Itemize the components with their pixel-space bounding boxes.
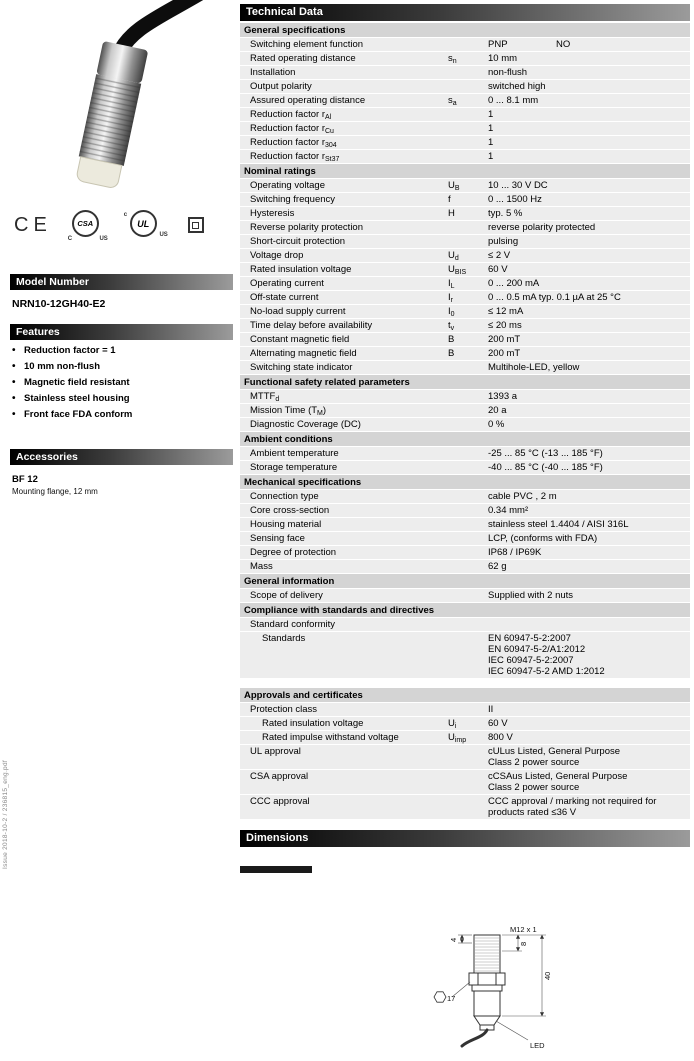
dim-8-label: 8 — [519, 941, 528, 946]
row-value: 62 g — [488, 561, 507, 572]
row-label: Reverse polarity protection — [250, 222, 363, 233]
row-symbol: f — [448, 194, 451, 205]
row-value — [488, 770, 690, 794]
table-row — [240, 532, 690, 546]
table-row — [240, 461, 690, 475]
row-label: Connection type — [250, 491, 319, 502]
row-value: 200 mT — [488, 334, 521, 345]
feature-text: 10 mm non-flush — [24, 361, 101, 372]
certification-marks — [14, 206, 233, 244]
row-symbol: $U_{BIS}$ — [448, 264, 467, 276]
product-photo-image — [10, 0, 233, 196]
row-value: -40 ... 85 °C (-40 ... 185 °F) — [488, 462, 603, 473]
row-value: 0.34 mm² — [488, 505, 529, 516]
bullet-icon: • — [12, 361, 16, 372]
table-row — [240, 263, 690, 277]
table-row — [240, 490, 690, 504]
left-column — [10, 0, 233, 496]
table-row — [240, 122, 690, 136]
row-label: Rated insulation voltage — [250, 264, 352, 275]
row-symbol — [448, 745, 488, 747]
row-symbol — [448, 235, 488, 237]
row-symbol: $s_n$ — [448, 53, 457, 65]
row-symbol: B — [448, 334, 455, 345]
row-label: Assured operating distance — [250, 95, 366, 106]
row-symbol: $I_L$ — [448, 278, 455, 290]
section-header: Functional safety related parameters — [240, 375, 690, 390]
row-symbol: $t_v$ — [448, 320, 455, 332]
row-value-line: EN 60947-5-2:2007 — [488, 633, 571, 644]
row-value — [488, 38, 690, 51]
row-symbol — [448, 770, 488, 772]
feature-text: Magnetic field resistant — [24, 377, 130, 388]
feature-text: Reduction factor = 1 — [24, 345, 116, 356]
row-symbol — [448, 532, 488, 534]
table-row — [240, 518, 690, 532]
row-value: 0 % — [488, 419, 505, 430]
row-label: Switching frequency — [250, 194, 336, 205]
table-row — [240, 418, 690, 432]
row-symbol — [448, 136, 488, 138]
table-row — [240, 108, 690, 122]
table-row — [240, 731, 690, 745]
table-row — [240, 361, 690, 375]
row-symbol — [448, 490, 488, 492]
row-symbol — [448, 518, 488, 520]
ce-mark-icon: CE — [14, 213, 52, 236]
table-row — [240, 94, 690, 108]
row-value: 1 — [488, 109, 494, 120]
table-row — [240, 249, 690, 263]
dim-4-label: 4 — [449, 937, 458, 942]
row-label: Degree of protection — [250, 547, 337, 558]
row-symbol — [448, 447, 488, 449]
issue-note: Issue 2018-10-2 / 236815_eng.pdf — [2, 760, 9, 869]
row-symbol — [448, 390, 488, 392]
table-row — [240, 305, 690, 319]
row-value: 20 a — [488, 405, 507, 416]
ul-label: UL — [137, 218, 150, 229]
row-label: Standards — [262, 633, 306, 644]
row-symbol — [448, 108, 488, 110]
table-row — [240, 38, 690, 52]
row-value: cable PVC , 2 m — [488, 491, 557, 502]
table-row — [240, 80, 690, 94]
row-label: Rated impulse withstand voltage — [262, 732, 399, 743]
section-header: Ambient conditions — [240, 432, 690, 447]
row-value: ≤ 2 V — [488, 250, 511, 261]
row-label: CSA approval — [250, 771, 309, 782]
row-label: Reduction factor $r_{Al}$ — [250, 109, 332, 121]
row-value: Supplied with 2 nuts — [488, 590, 574, 601]
table-row — [240, 589, 690, 603]
row-label: $MTTF_d$ — [250, 391, 280, 403]
row-label: Operating current — [250, 278, 324, 289]
row-value: 1393 a — [488, 391, 518, 402]
csa-mark-icon — [67, 210, 108, 242]
row-label: Diagnostic Coverage (DC) — [250, 419, 361, 430]
section-header: Nominal ratings — [240, 164, 690, 179]
row-value: 0 ... 1500 Hz — [488, 194, 542, 205]
row-label: Sensing face — [250, 533, 305, 544]
row-symbol — [448, 589, 488, 591]
dimension-drawing — [416, 921, 690, 1061]
table-row — [240, 632, 690, 679]
dim-40-label: 40 — [543, 971, 552, 980]
row-value: 60 V — [488, 264, 508, 275]
row-value: IP68 / IP69K — [488, 547, 542, 558]
row-symbol — [448, 560, 488, 562]
table-row — [240, 136, 690, 150]
row-symbol: $I_r$ — [448, 292, 453, 304]
row-symbol — [448, 122, 488, 124]
row-label: Housing material — [250, 519, 322, 530]
protection-class-2-inner — [192, 222, 199, 229]
row-label: Protection class — [250, 704, 318, 715]
row-value: 1 — [488, 137, 494, 148]
csa-label: CSA — [77, 219, 94, 228]
row-label: Voltage drop — [250, 250, 304, 261]
row-label: Switching state indicator — [250, 362, 353, 373]
row-symbol — [448, 66, 488, 68]
table-row — [240, 193, 690, 207]
row-value-line: IEC 60947-5-2:2007 — [488, 655, 574, 666]
row-symbol — [448, 795, 488, 797]
row-label: Rated insulation voltage — [262, 718, 364, 729]
row-label: Mass — [250, 561, 273, 572]
row-value: 1 — [488, 123, 494, 134]
footer-stub — [240, 866, 312, 873]
bullet-icon: • — [12, 377, 16, 388]
row-value: switched high — [488, 81, 546, 92]
ul-us-label: US — [159, 232, 168, 238]
feature-item — [12, 345, 233, 357]
table-row — [240, 560, 690, 574]
bullet-icon: • — [12, 409, 16, 420]
row-symbol: $U_i$ — [448, 718, 457, 730]
right-column — [240, 4, 690, 1061]
row-label: Storage temperature — [250, 462, 338, 473]
row-symbol: $I_0$ — [448, 306, 455, 318]
row-value-1: PNP — [488, 39, 508, 50]
row-value-2: NO — [556, 39, 571, 50]
feature-item — [12, 377, 233, 389]
row-value: typ. 5 % — [488, 208, 523, 219]
row-label: Time delay before availability — [250, 320, 373, 331]
table-row — [240, 504, 690, 518]
row-label: Hysteresis — [250, 208, 295, 219]
feature-item — [12, 393, 233, 405]
row-label: CCC approval — [250, 796, 310, 807]
table-row — [240, 447, 690, 461]
bullet-icon: • — [12, 345, 16, 356]
row-symbol — [448, 150, 488, 152]
row-label: Alternating magnetic field — [250, 348, 357, 359]
row-label: Core cross-section — [250, 505, 330, 516]
section-header: General specifications — [240, 23, 690, 38]
accessories-list — [10, 474, 233, 496]
features-list — [10, 345, 233, 421]
technical-data-header: Technical Data — [240, 4, 690, 21]
row-label: Operating voltage — [250, 180, 325, 191]
dim-thread-label: M12 x 1 — [510, 925, 537, 934]
dim-wrench-label: 17 — [447, 994, 456, 1003]
product-photo — [10, 0, 233, 196]
row-value: 800 V — [488, 732, 513, 743]
technical-data-table — [240, 23, 690, 820]
table-row — [240, 618, 690, 632]
row-value — [488, 632, 690, 678]
row-value: pulsing — [488, 236, 519, 247]
row-label: Installation — [250, 67, 296, 78]
cul-mark-icon — [123, 210, 168, 240]
table-row — [240, 277, 690, 291]
section-header: Compliance with standards and directives — [240, 603, 690, 618]
row-symbol — [448, 80, 488, 82]
row-label: Switching element function — [250, 39, 364, 50]
row-symbol — [448, 38, 488, 40]
csa-us-label: US — [99, 236, 108, 242]
row-symbol — [448, 546, 488, 548]
accessories-header: Accessories — [10, 449, 233, 465]
row-label: Off-state current — [250, 292, 319, 303]
row-symbol: $U_{imp}$ — [448, 732, 467, 744]
features-header: Features — [10, 324, 233, 340]
model-number-header: Model Number — [10, 274, 233, 290]
row-value-line: cCSAus Listed, General Purpose — [488, 771, 628, 782]
bullet-icon: • — [12, 393, 16, 404]
table-row — [240, 235, 690, 249]
table-row — [240, 150, 690, 164]
row-symbol — [448, 461, 488, 463]
model-number-value: NRN10-12GH40-E2 — [12, 298, 106, 310]
feature-item — [12, 361, 233, 373]
table-row — [240, 795, 690, 820]
accessory-description: Mounting flange, 12 mm — [12, 487, 98, 496]
row-label: Reduction factor $r_{Cu}$ — [250, 123, 334, 135]
table-row — [240, 546, 690, 560]
dimension-drawing-svg — [416, 921, 591, 1056]
row-symbol: H — [448, 208, 455, 219]
row-value: LCP, (conforms with FDA) — [488, 533, 598, 544]
row-value: 60 V — [488, 718, 508, 729]
row-label: Rated operating distance — [250, 53, 356, 64]
table-row — [240, 52, 690, 66]
row-label: Standard conformity — [250, 619, 336, 630]
row-value: ≤ 12 mA — [488, 306, 524, 317]
row-label: Output polarity — [250, 81, 312, 92]
row-label: No-load supply current — [250, 306, 346, 317]
row-value-line: cULus Listed, General Purpose — [488, 746, 621, 757]
row-value: 0 ... 200 mA — [488, 278, 540, 289]
table-row — [240, 717, 690, 731]
row-label: Scope of delivery — [250, 590, 323, 601]
feature-text: Front face FDA conform — [24, 409, 133, 420]
row-symbol — [448, 404, 488, 406]
table-row — [240, 66, 690, 80]
row-value: -25 ... 85 °C (-13 ... 185 °F) — [488, 448, 603, 459]
table-row — [240, 179, 690, 193]
table-row — [240, 221, 690, 235]
row-value: 10 mm — [488, 53, 518, 64]
row-label: Mission Time $(T_M)$ — [250, 405, 327, 417]
section-header: Approvals and certificates — [240, 688, 690, 703]
ul-c-label: c — [123, 212, 128, 218]
section-header: General information — [240, 574, 690, 589]
feature-text: Stainless steel housing — [24, 393, 130, 404]
row-label: Short-circuit protection — [250, 236, 346, 247]
dimensions-header: Dimensions — [240, 830, 690, 847]
row-symbol: $U_d$ — [448, 250, 459, 262]
row-symbol: $U_B$ — [448, 180, 460, 192]
table-row — [240, 703, 690, 717]
row-value-line: Class 2 power source — [488, 757, 580, 768]
table-row — [240, 390, 690, 404]
row-value: ≤ 20 ms — [488, 320, 522, 331]
row-symbol — [448, 618, 488, 620]
row-value: reverse polarity protected — [488, 222, 596, 233]
row-symbol — [448, 418, 488, 420]
table-row — [240, 347, 690, 361]
row-value: 1 — [488, 151, 494, 162]
led-label: LED — [530, 1041, 545, 1050]
row-symbol — [448, 703, 488, 705]
row-value — [488, 618, 690, 631]
row-label: Reduction factor $r_{St37}$ — [250, 151, 340, 163]
table-row — [240, 745, 690, 770]
table-row — [240, 333, 690, 347]
row-value: CCC approval / marking not required for products rated ≤36 V — [488, 796, 657, 818]
row-value: 0 ... 8.1 mm — [488, 95, 539, 106]
feature-item — [12, 409, 233, 421]
row-value: Multihole-LED, yellow — [488, 362, 580, 373]
row-value-line: IEC 60947-5-2 AMD 1:2012 — [488, 666, 605, 677]
row-label: UL approval — [250, 746, 301, 757]
row-value: 200 mT — [488, 348, 521, 359]
row-symbol: B — [448, 348, 455, 359]
row-value-line: EN 60947-5-2/A1:2012 — [488, 644, 586, 655]
row-value-line: Class 2 power source — [488, 782, 580, 793]
section-header: Mechanical specifications — [240, 475, 690, 490]
table-row — [240, 319, 690, 333]
table-row — [240, 291, 690, 305]
row-value — [488, 745, 690, 769]
row-label: Ambient temperature — [250, 448, 339, 459]
row-value: stainless steel 1.4404 / AISI 316L — [488, 519, 629, 530]
row-symbol: $s_a$ — [448, 95, 457, 107]
accessory-name: BF 12 — [12, 474, 38, 485]
row-label: Reduction factor $r_{304}$ — [250, 137, 337, 149]
row-value: 10 ... 30 V DC — [488, 180, 548, 191]
row-symbol — [448, 361, 488, 363]
row-symbol — [448, 632, 488, 634]
table-row — [240, 770, 690, 795]
row-value: 0 ... 0.5 mA typ. 0.1 µA at 25 °C — [488, 292, 621, 303]
row-value: II — [488, 704, 494, 715]
csa-c-label: C — [67, 236, 73, 242]
row-value: non-flush — [488, 67, 528, 78]
row-symbol — [448, 504, 488, 506]
protection-class-2-icon — [188, 217, 204, 233]
row-symbol — [448, 221, 488, 223]
row-label: Constant magnetic field — [250, 334, 350, 345]
table-row — [240, 207, 690, 221]
table-row — [240, 404, 690, 418]
hex-across-flats-icon — [434, 992, 446, 1002]
